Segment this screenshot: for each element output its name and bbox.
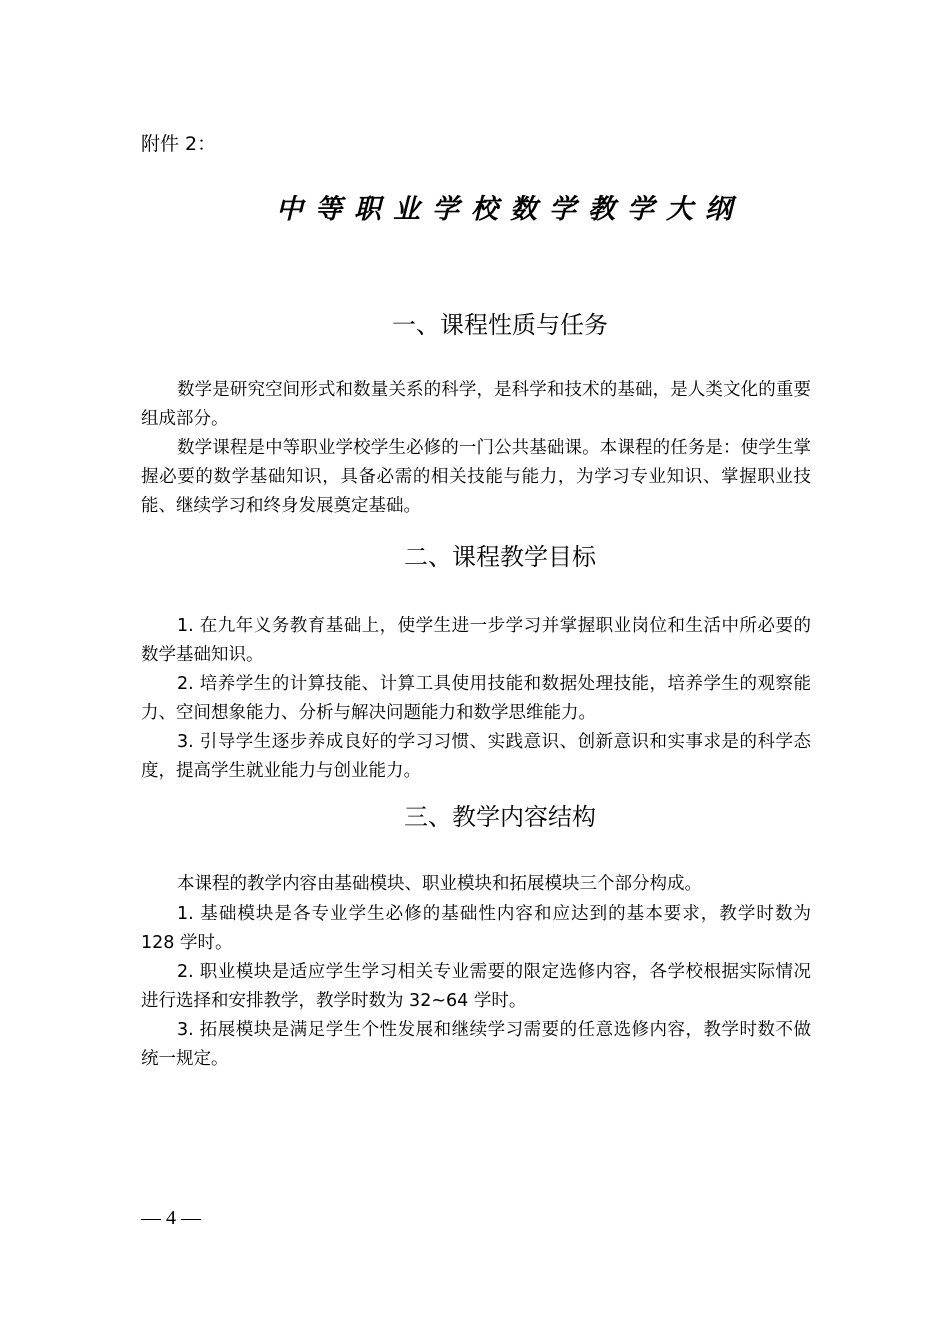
paragraph-3-1: 本课程的教学内容由基础模块、职业模块和拓展模块三个部分构成。 bbox=[177, 874, 702, 894]
section-heading-2: 二、课程教学目标 bbox=[404, 543, 596, 571]
page-number: — 4 — bbox=[141, 1207, 201, 1229]
section-heading-1: 一、课程性质与任务 bbox=[392, 311, 608, 339]
paragraph-2-1: 1. 在九年义务教育基础上，使学生进一步学习并掌握职业岗位和生活中所必要的数学基础知识。 bbox=[141, 616, 811, 665]
paragraph-3-4: 3. 拓展模块是满足学生个性发展和继续学习需要的任意选修内容，教学时数不做统一规定。 bbox=[141, 1020, 811, 1069]
paragraph-3-3: 2. 职业模块是适应学生学习相关专业需要的限定选修内容，各学校根据实际情况进行选择和安排教学，教学时数为 32~64 学时。 bbox=[141, 962, 811, 1011]
paragraph-3-2: 1. 基础模块是各专业学生必修的基础性内容和应达到的基本要求，教学时数为 128 学时。 bbox=[141, 904, 811, 953]
document-title: 中等职业学校数学教学大纲 bbox=[276, 194, 744, 225]
paragraph-2-3: 3. 引导学生逐步养成良好的学习习惯、实践意识、创新意识和实事求是的科学态度，提高学生就业能力与创业能力。 bbox=[141, 732, 811, 781]
attachment-label: 附件 2： bbox=[141, 133, 217, 155]
section-heading-3: 三、教学内容结构 bbox=[404, 803, 596, 831]
paragraph-2-2: 2. 培养学生的计算技能、计算工具使用技能和数据处理技能，培养学生的观察能力、空间想象能力、分析与解决问题能力和数学思维能力。 bbox=[141, 674, 811, 723]
paragraph-1-2: 数学课程是中等职业学校学生必修的一门公共基础课。本课程的任务是：使学生掌握必要的数学基础知识，具备必需的相关技能与能力，为学习专业知识、掌握职业技能、继续学习和终身发展奠定基础。 bbox=[141, 438, 811, 516]
paragraph-1-1: 数学是研究空间形式和数量关系的科学，是科学和技术的基础，是人类文化的重要组成部分。 bbox=[141, 380, 811, 429]
